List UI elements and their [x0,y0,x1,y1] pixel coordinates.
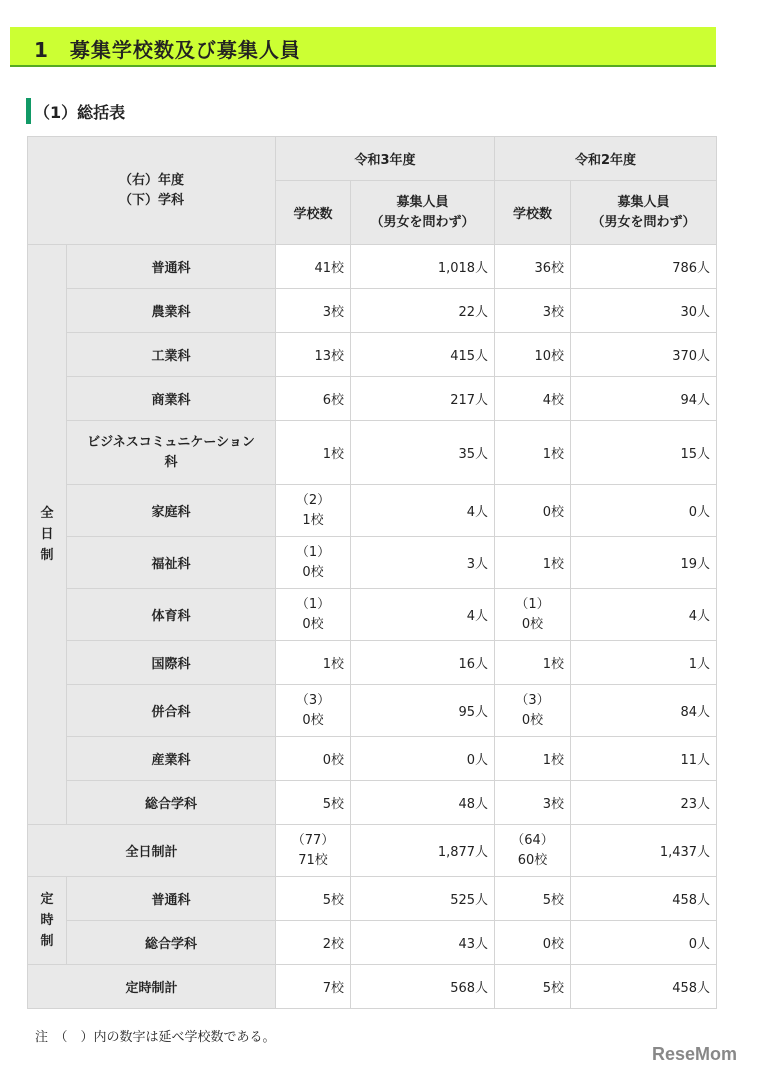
teiji-total-row [28,965,717,1009]
subject-cell [67,421,276,485]
col-header-capacity-r2 [571,181,717,245]
r2-schools-cell: 36校 [495,245,571,289]
r2-schools-cell: 1校 [495,641,571,685]
year-header-r2: 令和2年度 [495,137,717,181]
r2-capacity-cell: 23人 [571,781,717,825]
count-parenthetical: （77） [291,832,335,848]
col-header-schools-r2: 学校数 [495,181,571,245]
r3-capacity-cell: 415人 [351,333,495,377]
count-value: 71校 [298,852,328,868]
capacity-label: 募集人員 [396,194,449,210]
group-label-char: 制 [40,934,54,949]
r3-schools-cell: 0校 [276,737,351,781]
col-header-schools-r3: 学校数 [276,181,351,245]
r3-capacity-cell: 4人 [351,589,495,641]
count-parenthetical: （1） [295,596,331,612]
r3-schools-cell [276,537,351,589]
total-label-cell: 全日制計 [28,825,276,877]
r3-capacity-cell: 1,018人 [351,245,495,289]
r3-schools-cell: 3校 [276,289,351,333]
count-value: 60校 [517,852,548,868]
r2-capacity-cell: 370人 [571,333,717,377]
group-label-char: 制 [40,548,54,563]
count-parenthetical: （3） [515,692,550,708]
r3-schools-cell: 6校 [276,377,351,421]
r2-schools-cell: 1校 [495,737,571,781]
capacity-label: 募集人員 [617,194,670,210]
table-row [28,289,717,333]
r3-schools-cell: 1校 [276,421,351,485]
r2-schools-cell [495,589,571,641]
count-value: 0校 [302,564,324,580]
zennichi-section [28,245,717,877]
table-row [28,685,717,737]
subject-cell: 商業科 [67,377,276,421]
group-label-char: 定 [40,892,54,907]
r2-capacity-cell: 1,437人 [571,825,717,877]
r2-capacity-cell: 0人 [571,485,717,537]
r3-capacity-cell: 4人 [351,485,495,537]
count-value: 0校 [521,616,544,632]
r2-schools-cell: 10校 [495,333,571,377]
subject-name: ビジネスコミュニケーション [87,434,255,450]
r3-capacity-cell: 35人 [351,421,495,485]
r3-capacity-cell: 568人 [351,965,495,1009]
r3-capacity-cell: 16人 [351,641,495,685]
r2-schools-cell: 1校 [495,537,571,589]
table-row [28,641,717,685]
r2-capacity-cell: 94人 [571,377,717,421]
count-value: 0校 [521,712,544,728]
r2-capacity-cell: 786人 [571,245,717,289]
subject-cell: 普通科 [67,877,276,921]
r2-capacity-cell: 15人 [571,421,717,485]
subject-cell: 総合学科 [67,781,276,825]
subject-name: 科 [164,454,178,470]
r2-capacity-cell: 19人 [571,537,717,589]
subject-cell: 併合科 [67,685,276,737]
subject-cell: 体育科 [67,589,276,641]
corner-label-year: （右）年度 [119,172,185,188]
subject-cell: 総合学科 [67,921,276,965]
corner-label-subject: （下）学科 [119,192,185,208]
total-label-cell: 定時制計 [28,965,276,1009]
r2-schools-cell: 0校 [495,485,571,537]
count-parenthetical: （2） [295,492,331,508]
col-header-capacity-r3 [351,181,495,245]
group-label-teiji [28,877,67,965]
subject-cell: 福祉科 [67,537,276,589]
subject-cell: 国際科 [67,641,276,685]
r2-capacity-cell: 1人 [571,641,717,685]
count-parenthetical: （1） [515,596,550,612]
r2-capacity-cell: 11人 [571,737,717,781]
year-header-r3: 令和3年度 [276,137,495,181]
count-parenthetical: （64） [511,832,554,848]
r3-schools-cell: 41校 [276,245,351,289]
capacity-sublabel: （男女を問わず） [591,214,696,230]
table-row [28,333,717,377]
table-row [28,485,717,537]
summary-table [27,136,717,1009]
r3-capacity-cell: 95人 [351,685,495,737]
r2-schools-cell [495,825,571,877]
r3-capacity-cell: 525人 [351,877,495,921]
group-label-char: 日 [40,527,54,542]
count-value: 0校 [302,712,324,728]
count-value: 1校 [302,512,324,528]
r2-capacity-cell: 458人 [571,877,717,921]
r2-capacity-cell: 458人 [571,965,717,1009]
table-row [28,921,717,965]
subject-cell: 家庭科 [67,485,276,537]
r3-schools-cell: 13校 [276,333,351,377]
r3-capacity-cell: 48人 [351,781,495,825]
zennichi-total-row [28,825,717,877]
r3-capacity-cell: 1,877人 [351,825,495,877]
section-title: （1）総括表 [34,103,126,122]
footnote: 注 （ ）内の数字は延べ学校数である。 [35,1030,276,1045]
r3-capacity-cell: 3人 [351,537,495,589]
resemom-logo: ReseMom [652,1044,738,1064]
r3-schools-cell: 2校 [276,921,351,965]
page-title: 1 募集学校数及び募集人員 [34,38,301,62]
count-parenthetical: （1） [295,544,331,560]
table-row [28,737,717,781]
r2-capacity-cell: 0人 [571,921,717,965]
r2-schools-cell: 4校 [495,377,571,421]
table-row [28,245,717,289]
r2-capacity-cell: 30人 [571,289,717,333]
r2-capacity-cell: 4人 [571,589,717,641]
subject-cell: 普通科 [67,245,276,289]
r3-schools-cell [276,485,351,537]
r2-schools-cell: 5校 [495,965,571,1009]
r3-schools-cell: 1校 [276,641,351,685]
r3-schools-cell: 5校 [276,781,351,825]
r2-schools-cell: 5校 [495,877,571,921]
count-parenthetical: （3） [295,692,331,708]
section-marker [26,98,31,124]
table-row [28,781,717,825]
r3-capacity-cell: 217人 [351,377,495,421]
r3-schools-cell [276,589,351,641]
r2-schools-cell: 1校 [495,421,571,485]
r3-capacity-cell: 0人 [351,737,495,781]
r3-schools-cell: 5校 [276,877,351,921]
r3-schools-cell [276,685,351,737]
r2-schools-cell: 3校 [495,289,571,333]
r3-capacity-cell: 22人 [351,289,495,333]
teiji-section [28,877,717,1009]
r3-schools-cell: 7校 [276,965,351,1009]
corner-header-cell [28,137,276,245]
table-row [28,421,717,485]
count-value: 0校 [302,616,324,632]
group-label-char: 全 [40,506,54,521]
subject-cell: 農業科 [67,289,276,333]
r2-capacity-cell: 84人 [571,685,717,737]
r3-capacity-cell: 43人 [351,921,495,965]
subject-cell: 産業科 [67,737,276,781]
page-banner [10,27,716,67]
capacity-sublabel: （男女を問わず） [370,214,475,230]
table-row [28,589,717,641]
group-label-zennichi [28,245,67,825]
r3-schools-cell [276,825,351,877]
subject-cell: 工業科 [67,333,276,377]
table-row [28,377,717,421]
group-label-char: 時 [40,913,54,928]
r2-schools-cell: 3校 [495,781,571,825]
r2-schools-cell: 0校 [495,921,571,965]
table-row [28,537,717,589]
r2-schools-cell [495,685,571,737]
table-row [28,877,717,921]
